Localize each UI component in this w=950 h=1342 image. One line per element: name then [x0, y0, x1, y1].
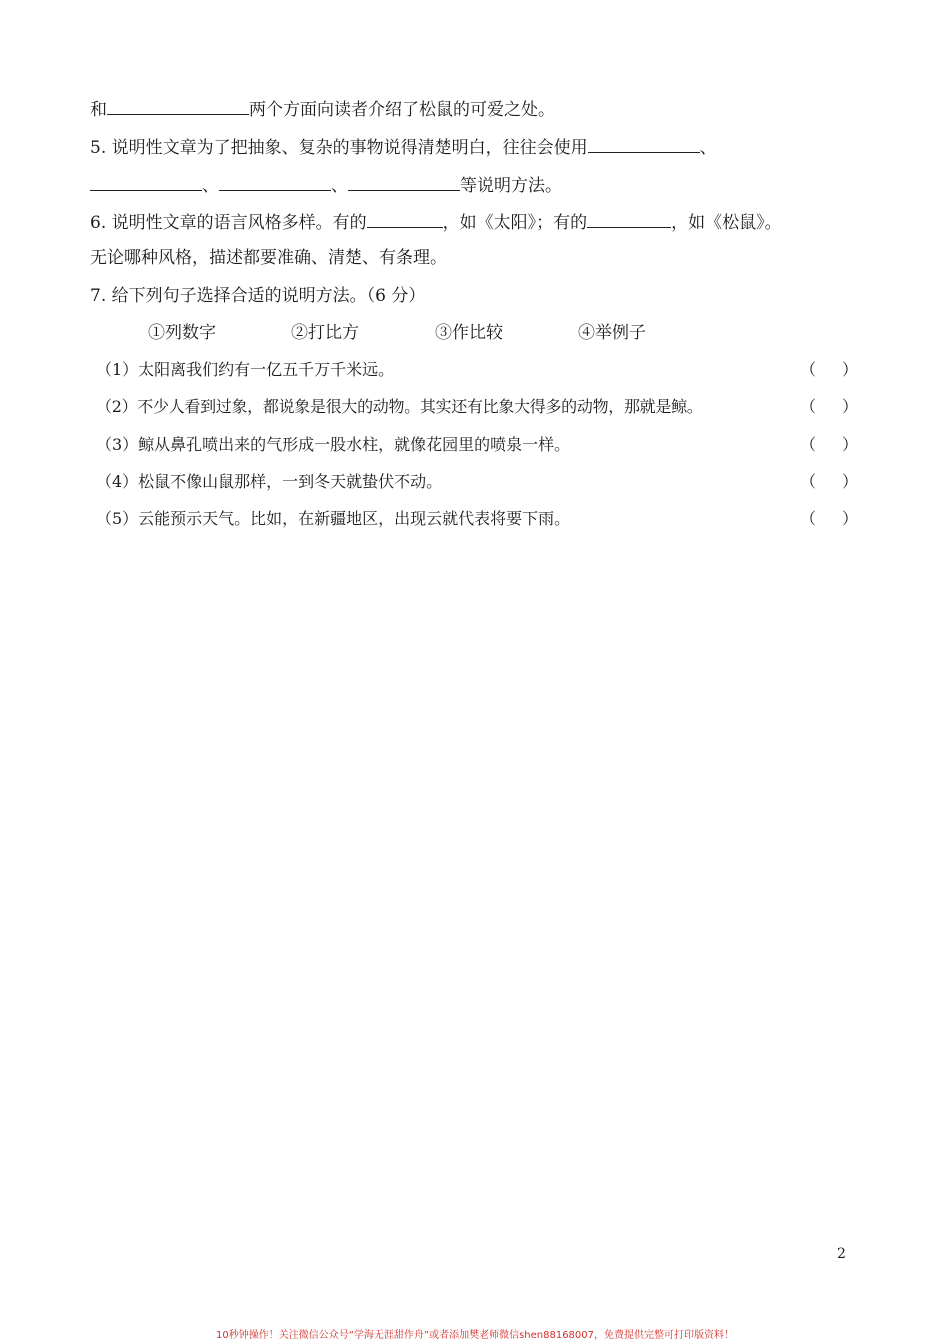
q4-post-text: 两个方面向读者介绍了松鼠的可爱之处。: [249, 100, 555, 120]
option-2: ②打比方: [291, 323, 359, 343]
answer-blank[interactable]: [348, 172, 460, 191]
option-3: ③作比较: [435, 323, 503, 343]
q7-title: [90, 284, 425, 308]
answer-paren-close: ）: [842, 360, 859, 379]
q7-item-5: （5）云能预示天气。比如，在新疆地区，出现云就代表将要下雨。: [96, 509, 571, 528]
answer-paren-close: ）: [842, 509, 859, 528]
answer-blank[interactable]: [587, 209, 671, 228]
option-1: ①列数字: [148, 323, 216, 343]
answer-blank[interactable]: [219, 172, 331, 191]
q7-item-3: （3）鲸从鼻孔喷出来的气形成一股水柱，就像花园里的喷泉一样。: [96, 435, 571, 454]
answer-paren-open: （: [800, 509, 817, 528]
q6-line-1: [90, 209, 782, 235]
q5-sep: 、: [202, 176, 219, 196]
promo-footer: 10秒钟操作！关注微信公众号“学海无涯甜作舟”或者添加樊老师微信shen88168007，免费提供完整可打印版资料！: [215, 1330, 735, 1341]
answer-paren-close: ）: [842, 472, 859, 491]
q6-text-c: ，如《松鼠》。: [671, 213, 782, 233]
answer-blank[interactable]: [107, 96, 249, 115]
q4-tail-line: [90, 96, 555, 122]
answer-blank[interactable]: [367, 209, 443, 228]
q5-line-2: [90, 172, 562, 198]
page-number: 2: [837, 1246, 846, 1262]
q7-title-text: 7. 给下列句子选择合适的说明方法。（6 分）: [90, 286, 426, 306]
q6-text-line2: 无论哪种风格，描述都要准确、清楚、有条理。: [90, 248, 447, 268]
q7-item-4: （4）松鼠不像山鼠那样，一到冬天就蛰伏不动。: [96, 472, 443, 491]
q6-text-a: 6. 说明性文章的语言风格多样。有的: [90, 213, 367, 233]
answer-paren-open: （: [800, 472, 817, 491]
q5-end-text: 等说明方法。: [460, 176, 562, 196]
answer-paren-open: （: [800, 435, 817, 454]
answer-blank[interactable]: [588, 134, 700, 153]
q6-line-2: [90, 246, 447, 270]
answer-blank[interactable]: [90, 172, 202, 191]
q4-pre-text: 和: [90, 100, 107, 120]
answer-paren-close: ）: [842, 397, 859, 416]
q5-line-1: [90, 134, 717, 160]
q7-item-1: （1）太阳离我们约有一亿五千万千米远。: [96, 360, 395, 379]
answer-paren-open: （: [800, 360, 817, 379]
q5-sep: 、: [699, 138, 717, 158]
q5-text: 5. 说明性文章为了把抽象、复杂的事物说得清楚明白，往往会使用: [90, 138, 588, 158]
q6-text-b: ，如《太阳》；有的: [442, 213, 588, 233]
answer-paren-close: ）: [842, 435, 859, 454]
answer-paren-open: （: [800, 397, 817, 416]
q5-sep: 、: [331, 176, 348, 196]
option-4: ④举例子: [578, 323, 646, 343]
q7-item-2: （2）不少人看到过象，都说象是很大的动物。其实还有比象大得多的动物，那就是鲸。: [96, 397, 703, 416]
